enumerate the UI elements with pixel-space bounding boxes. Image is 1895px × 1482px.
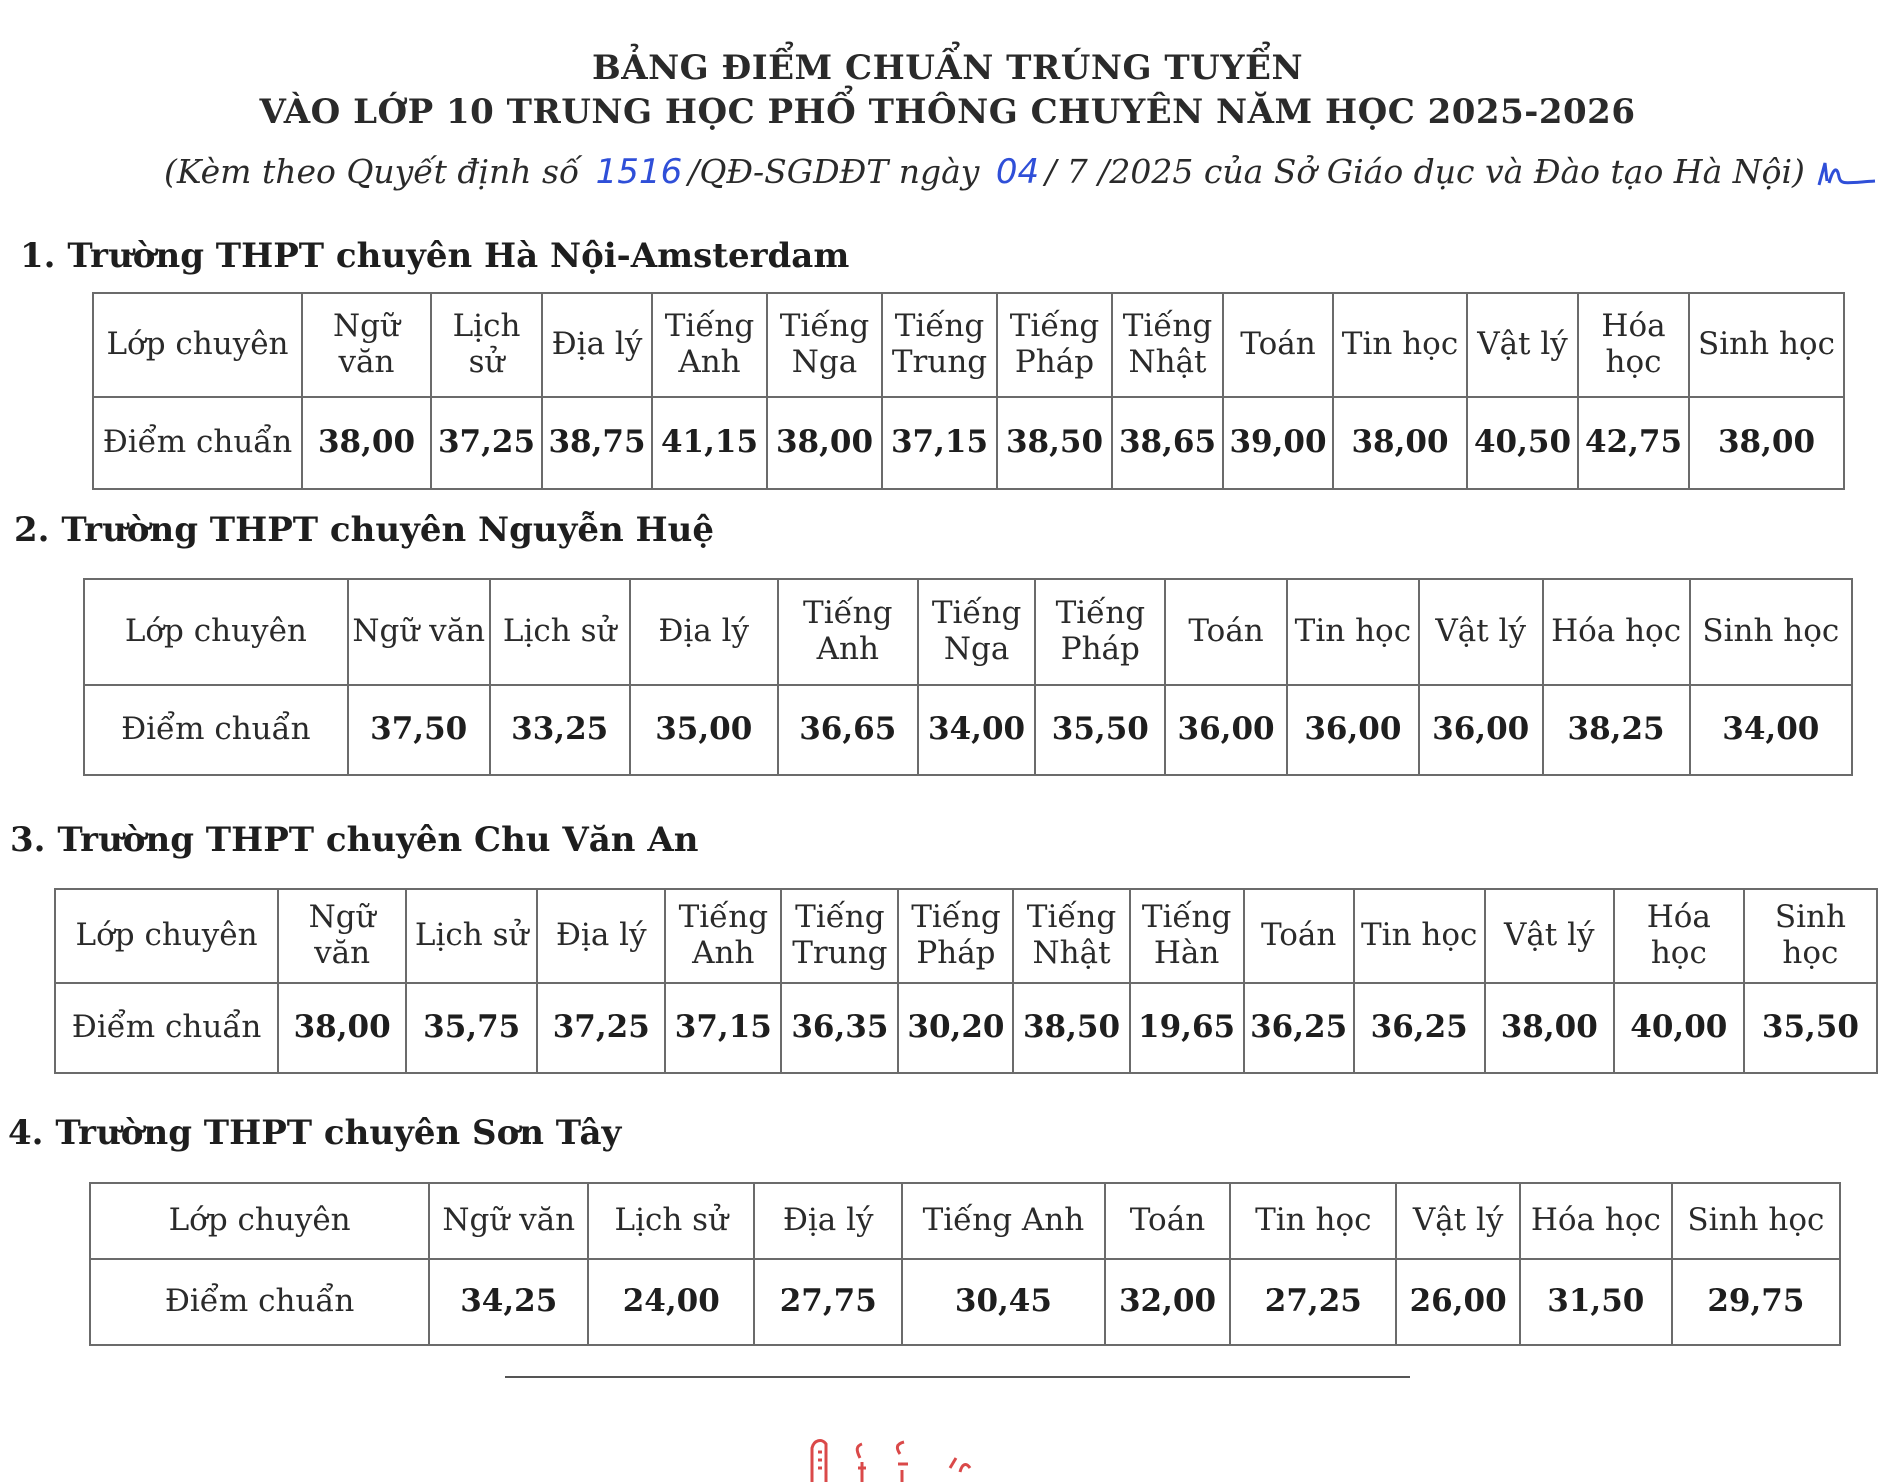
document-title: BẢNG ĐIỂM CHUẨN TRÚNG TUYỂN [591,48,1304,88]
subject-header-cell: Sinh học [1690,579,1852,685]
table-row-scores [93,397,1844,489]
table-row-scores [55,983,1877,1073]
score-cell: 36,65 [778,685,918,775]
subject-header-cell: Tiếng Nga [767,293,882,397]
score-cell: 35,75 [406,983,537,1073]
subject-header-cell: Toán [1165,579,1287,685]
subject-header-cell: Tiếng Nhật [1112,293,1223,397]
subject-header-cell: Hóa học [1520,1183,1672,1259]
subject-header-cell: Tiếng Nhật [1013,889,1129,983]
school-4-score-table [89,1182,1841,1346]
subject-header-cell: Vật lý [1419,579,1543,685]
score-cell: 30,45 [902,1259,1105,1345]
subtitle-prefix: (Kèm theo Quyết định số [164,152,580,191]
subject-header-cell: Hóa học [1543,579,1690,685]
row-label-subject: Lớp chuyên [93,293,302,397]
score-cell: 38,00 [1689,397,1844,489]
score-cell: 36,00 [1287,685,1419,775]
score-cell: 32,00 [1105,1259,1231,1345]
subject-header-cell: Tiếng Trung [781,889,898,983]
subject-header-cell: Tiếng Hàn [1130,889,1244,983]
table-row-subjects [55,889,1877,983]
score-cell: 38,50 [997,397,1112,489]
score-cell: 37,15 [882,397,997,489]
subject-header-cell: Tin học [1230,1183,1396,1259]
subject-header-cell: Tiếng Anh [902,1183,1105,1259]
initials-signature-icon [1815,159,1879,189]
table-row-scores [90,1259,1840,1345]
score-cell: 36,00 [1165,685,1287,775]
row-label-score: Điểm chuẩn [55,983,278,1073]
score-cell: 40,00 [1614,983,1744,1073]
row-label-score: Điểm chuẩn [84,685,348,775]
score-cell: 36,00 [1419,685,1543,775]
subject-header-cell: Vật lý [1485,889,1614,983]
subject-header-cell: Lịch sử [588,1183,754,1259]
school-2-score-table [83,578,1853,776]
score-cell: 38,65 [1112,397,1223,489]
subtitle-suffix: / 7 /2025 của Sở Giáo dục và Đào tạo Hà Nội) [1045,152,1805,191]
school-1-score-table [92,292,1845,490]
score-cell: 37,15 [665,983,781,1073]
row-label-subject: Lớp chuyên [55,889,278,983]
score-cell: 37,50 [348,685,490,775]
subject-header-cell: Lịch sử [431,293,542,397]
subject-header-cell: Ngữ văn [348,579,490,685]
score-cell: 42,75 [1578,397,1689,489]
table-row-subjects [90,1183,1840,1259]
subject-header-cell: Toán [1223,293,1333,397]
score-cell: 38,50 [1013,983,1129,1073]
score-cell: 38,00 [1333,397,1467,489]
score-cell: 30,20 [898,983,1013,1073]
score-cell: 34,00 [918,685,1036,775]
score-cell: 26,00 [1396,1259,1520,1345]
subject-header-cell: Toán [1105,1183,1231,1259]
decision-number: 1516 [595,152,683,192]
subject-header-cell: Lịch sử [406,889,537,983]
official-seal-icon [800,1428,1060,1482]
score-cell: 29,75 [1672,1259,1840,1345]
row-label-subject: Lớp chuyên [90,1183,429,1259]
subject-header-cell: Địa lý [754,1183,902,1259]
subject-header-cell: Hóa học [1578,293,1689,397]
subject-header-cell: Ngữ văn [278,889,406,983]
subject-header-cell: Sinh học [1672,1183,1840,1259]
score-cell: 35,00 [630,685,778,775]
subject-header-cell: Tiếng Pháp [1035,579,1165,685]
subject-header-cell: Tiếng Anh [665,889,781,983]
subject-header-cell: Tin học [1333,293,1467,397]
score-cell: 34,25 [429,1259,588,1345]
score-cell: 38,25 [1543,685,1690,775]
table-row-subjects [84,579,1852,685]
subject-header-cell: Toán [1244,889,1354,983]
subject-header-cell: Tin học [1287,579,1419,685]
score-cell: 36,35 [781,983,898,1073]
subject-header-cell: Hóa học [1614,889,1744,983]
score-cell: 38,00 [1485,983,1614,1073]
subject-header-cell: Tiếng Anh [778,579,918,685]
school-1-title: 1. Trường THPT chuyên Hà Nội-Amsterdam [20,236,850,276]
school-3-score-table [54,888,1878,1074]
row-label-score: Điểm chuẩn [93,397,302,489]
score-cell: 34,00 [1690,685,1852,775]
score-cell: 19,65 [1130,983,1244,1073]
school-4-title: 4. Trường THPT chuyên Sơn Tây [8,1113,622,1153]
subject-header-cell: Địa lý [630,579,778,685]
score-cell: 36,25 [1354,983,1485,1073]
score-cell: 31,50 [1520,1259,1672,1345]
end-rule [505,1376,1410,1378]
subject-header-cell: Vật lý [1396,1183,1520,1259]
score-cell: 37,25 [431,397,542,489]
score-cell: 35,50 [1035,685,1165,775]
score-cell: 27,75 [754,1259,902,1345]
row-label-score: Điểm chuẩn [90,1259,429,1345]
subject-header-cell: Tiếng Anh [652,293,767,397]
score-cell: 39,00 [1223,397,1333,489]
score-cell: 27,25 [1230,1259,1396,1345]
subject-header-cell: Tiếng Pháp [997,293,1112,397]
subject-header-cell: Ngữ văn [429,1183,588,1259]
score-cell: 24,00 [588,1259,754,1345]
decision-reference [164,152,1844,192]
subtitle-mid: /QĐ-SGDĐT ngày [688,152,980,191]
score-cell: 36,25 [1244,983,1354,1073]
score-cell: 38,00 [767,397,882,489]
subject-header-cell: Ngữ văn [302,293,431,397]
subject-header-cell: Tiếng Trung [882,293,997,397]
document-title-line2: VÀO LỚP 10 TRUNG HỌC PHỔ THÔNG CHUYÊN NĂM HỌC 2025-2026 [259,92,1636,132]
score-cell: 35,50 [1744,983,1877,1073]
table-row-scores [84,685,1852,775]
decision-day: 04 [995,152,1040,192]
score-cell: 38,00 [278,983,406,1073]
score-cell: 33,25 [490,685,630,775]
subject-header-cell: Sinh học [1689,293,1844,397]
subject-header-cell: Tin học [1354,889,1485,983]
subject-header-cell: Tiếng Nga [918,579,1036,685]
score-cell: 38,00 [302,397,431,489]
subject-header-cell: Vật lý [1467,293,1578,397]
subject-header-cell: Địa lý [537,889,665,983]
score-cell: 37,25 [537,983,665,1073]
school-2-title: 2. Trường THPT chuyên Nguyễn Huệ [14,510,715,550]
subject-header-cell: Địa lý [542,293,652,397]
table-row-subjects [93,293,1844,397]
score-cell: 38,75 [542,397,652,489]
subject-header-cell: Lịch sử [490,579,630,685]
school-3-title: 3. Trường THPT chuyên Chu Văn An [10,820,699,860]
row-label-subject: Lớp chuyên [84,579,348,685]
subject-header-cell: Sinh học [1744,889,1877,983]
score-cell: 41,15 [652,397,767,489]
score-cell: 40,50 [1467,397,1578,489]
subject-header-cell: Tiếng Pháp [898,889,1013,983]
